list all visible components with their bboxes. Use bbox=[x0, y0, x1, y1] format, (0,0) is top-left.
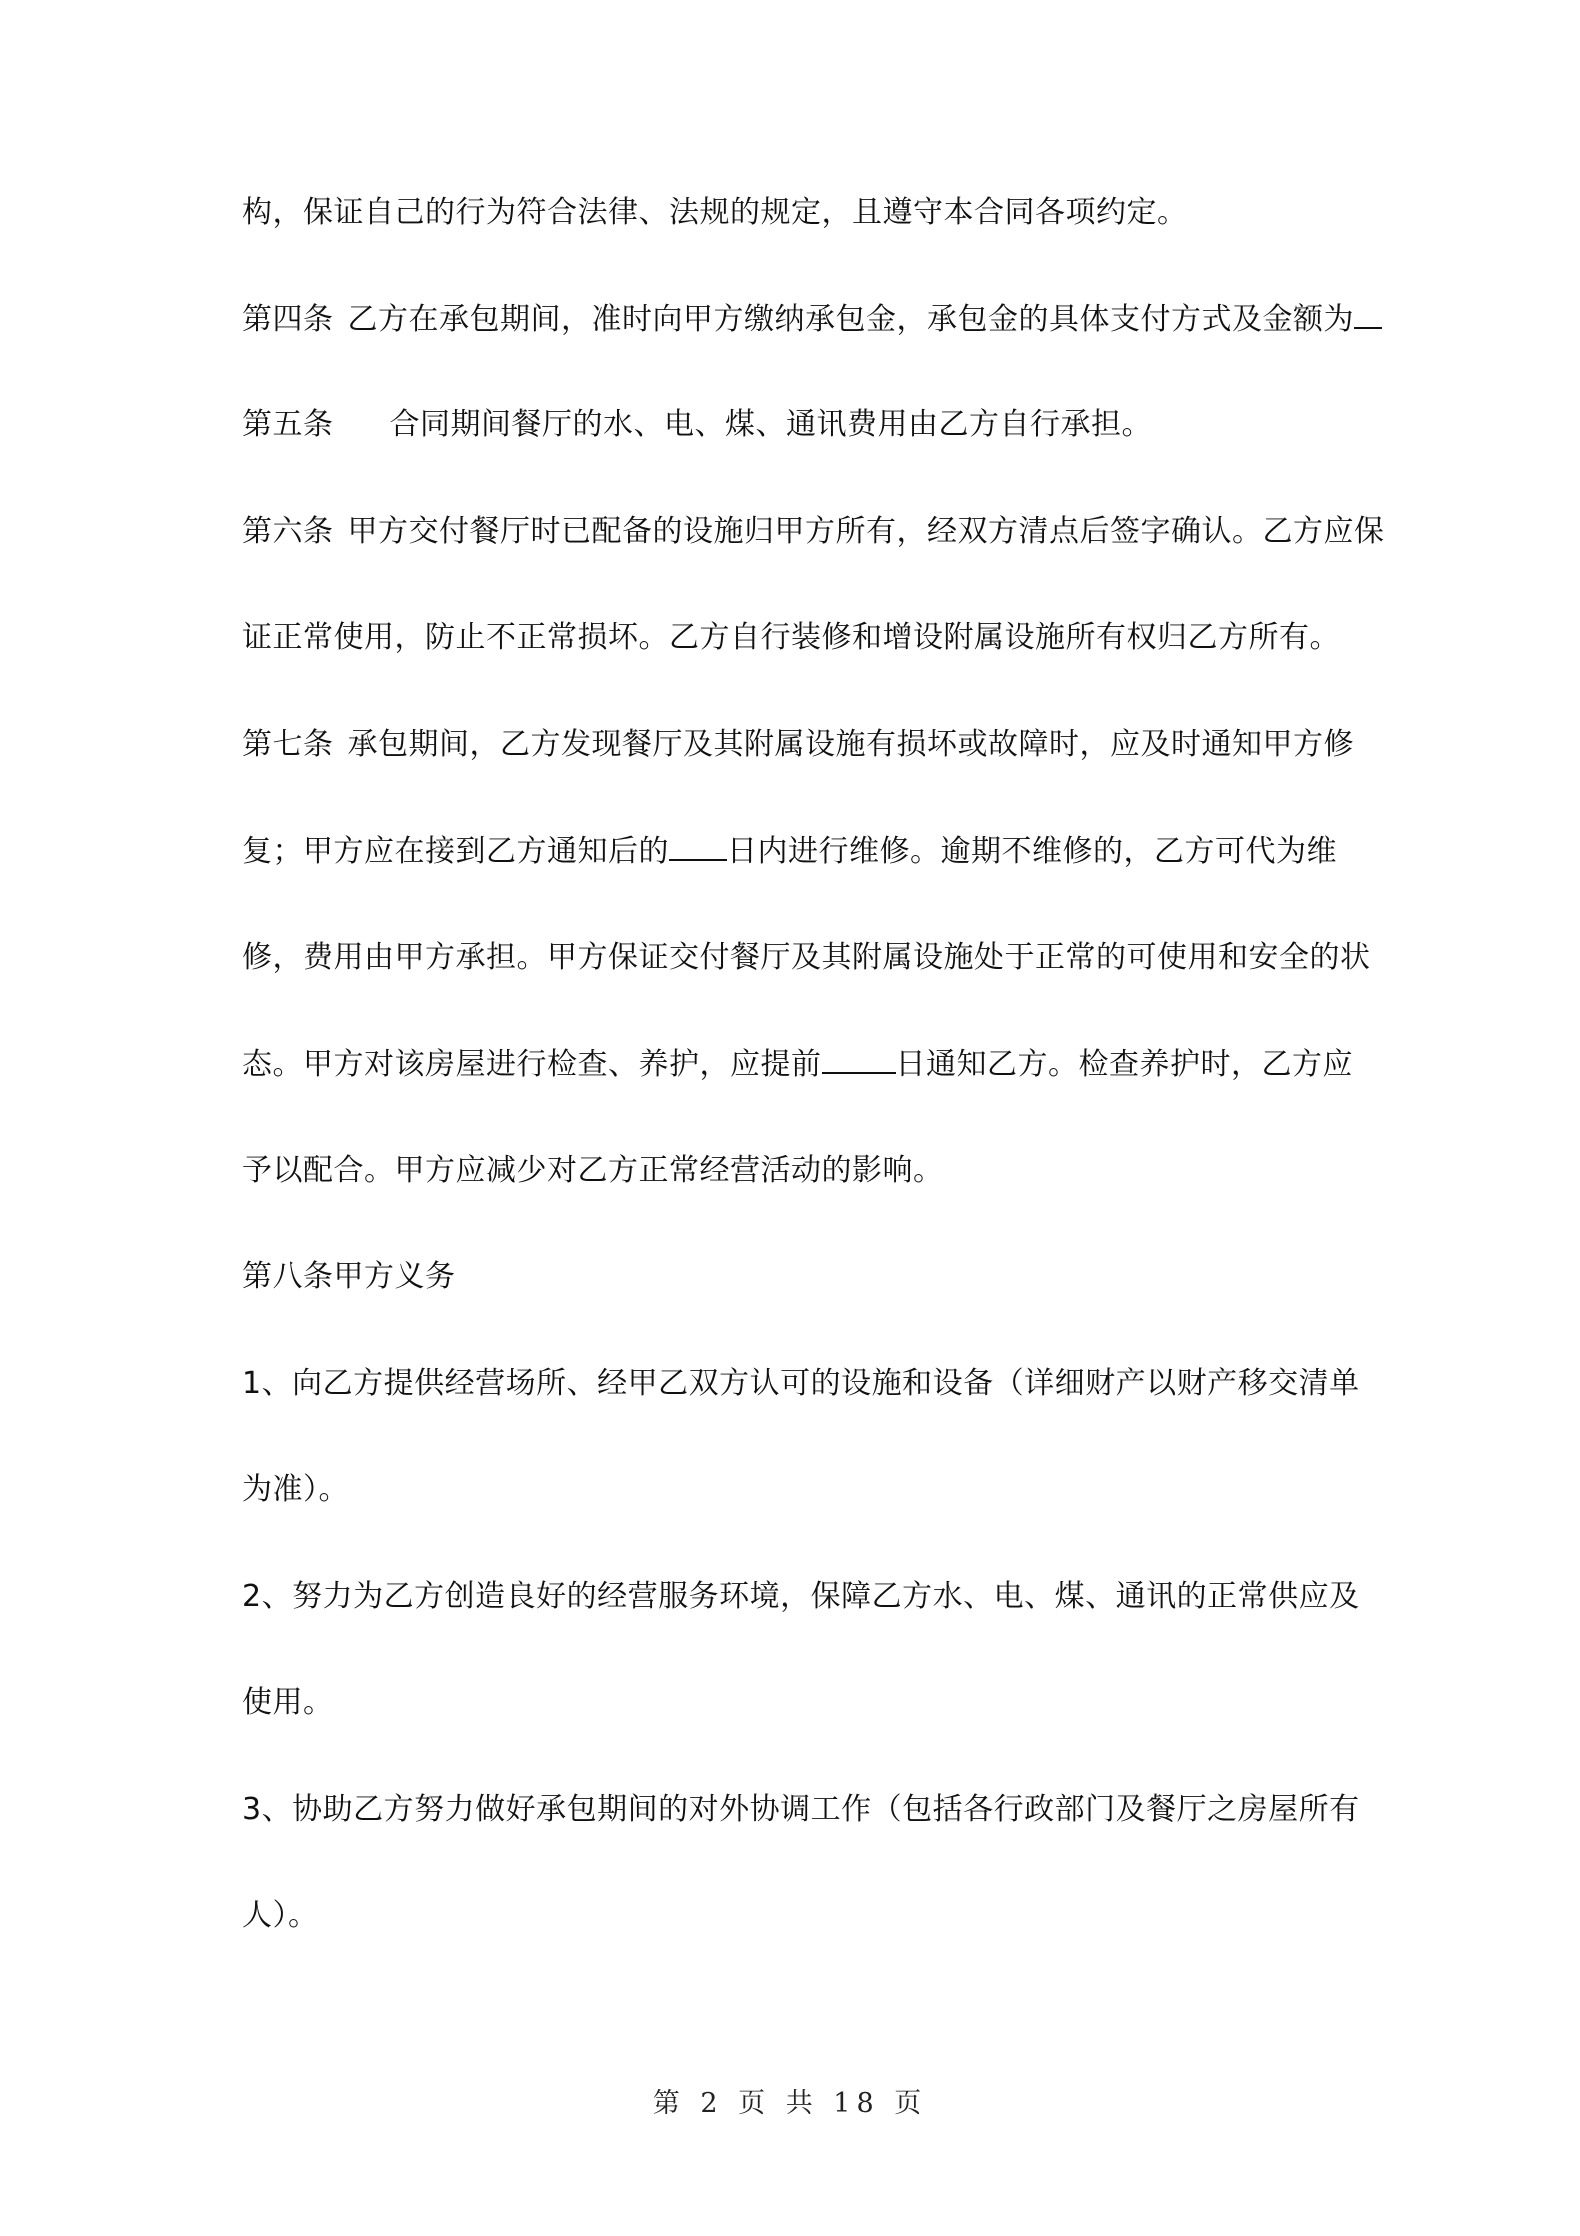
text-segment: 日通知乙方。检查养护时，乙方应 bbox=[895, 1047, 1353, 1082]
text-line-17 bbox=[242, 1896, 319, 1936]
article-6 bbox=[242, 512, 1385, 552]
article-7 bbox=[242, 725, 1354, 765]
text-line-7 bbox=[242, 831, 1337, 872]
text-segment: 态。甲方对该房屋进行检查、养护，应提前 bbox=[242, 1047, 822, 1082]
text-segment: 1、向乙方提供经营场所、经甲乙双方认可的设施和设备（详细财产以财产移交清单 bbox=[242, 1366, 1360, 1401]
article-4-number: 第四条 bbox=[242, 302, 334, 337]
text-segment: 为准）。 bbox=[242, 1472, 349, 1507]
text-segment: 2、努力为乙方创造良好的经营服务环境，保障乙方水、电、煤、通讯的正常供应及 bbox=[242, 1579, 1360, 1614]
text-segment: 修，费用由甲方承担。甲方保证交付餐厅及其附属设施处于正常的可使用和安全的状 bbox=[242, 940, 1371, 975]
text-segment: 证正常使用，防止不正常损坏。乙方自行装修和增设附属设施所有权归乙方所有。 bbox=[242, 620, 1340, 655]
article-6-number: 第六条 bbox=[242, 514, 334, 549]
text-line-15 bbox=[242, 1683, 334, 1723]
text-segment: 3、协助乙方努力做好承包期间的对外协调工作（包括各行政部门及餐厅之房屋所有 bbox=[242, 1792, 1360, 1827]
page-number-footer: 第 2 页 共 18 页 bbox=[652, 2088, 928, 2119]
article-8-heading bbox=[242, 1257, 456, 1297]
article-7-text: 承包期间，乙方发现餐厅及其附属设施有损坏或故障时，应及时通知甲方修 bbox=[347, 727, 1354, 762]
article-6-text: 甲方交付餐厅时已配备的设施归甲方所有，经双方清点后签字确认。乙方应保 bbox=[347, 514, 1385, 549]
text-line-13 bbox=[242, 1470, 349, 1510]
text-segment: 人）。 bbox=[242, 1898, 319, 1933]
fill-blank bbox=[669, 831, 727, 861]
text-line-1 bbox=[242, 193, 1188, 233]
article-4 bbox=[242, 299, 1382, 340]
article-4-text: 乙方在承包期间，准时向甲方缴纳承包金，承包金的具体支付方式及金额为 bbox=[347, 302, 1354, 337]
text-segment: 使用。 bbox=[242, 1685, 334, 1720]
fill-blank bbox=[1354, 299, 1382, 329]
text-line-10 bbox=[242, 1151, 944, 1191]
article-7-number: 第七条 bbox=[242, 727, 334, 762]
text-segment: 予以配合。甲方应减少对乙方正常经营活动的影响。 bbox=[242, 1153, 944, 1188]
text-segment: 第八条甲方义务 bbox=[242, 1259, 456, 1294]
fill-blank bbox=[822, 1044, 896, 1074]
text-line-5 bbox=[242, 618, 1340, 658]
article-5-number: 第五条 bbox=[242, 407, 334, 442]
text-line-8 bbox=[242, 938, 1371, 978]
text-segment: 构，保证自己的行为符合法律、法规的规定，且遵守本合同各项约定。 bbox=[242, 195, 1188, 230]
text-line-9 bbox=[242, 1044, 1353, 1085]
obligation-1 bbox=[242, 1364, 1360, 1404]
text-segment: 日内进行维修。逾期不维修的，乙方可代为维 bbox=[727, 834, 1337, 869]
obligation-3 bbox=[242, 1790, 1360, 1830]
article-5-text: 合同期间餐厅的水、电、煤、通讯费用由乙方自行承担。 bbox=[389, 407, 1152, 442]
text-segment: 复；甲方应在接到乙方通知后的 bbox=[242, 834, 669, 869]
article-5 bbox=[242, 405, 1152, 445]
obligation-2 bbox=[242, 1577, 1360, 1617]
